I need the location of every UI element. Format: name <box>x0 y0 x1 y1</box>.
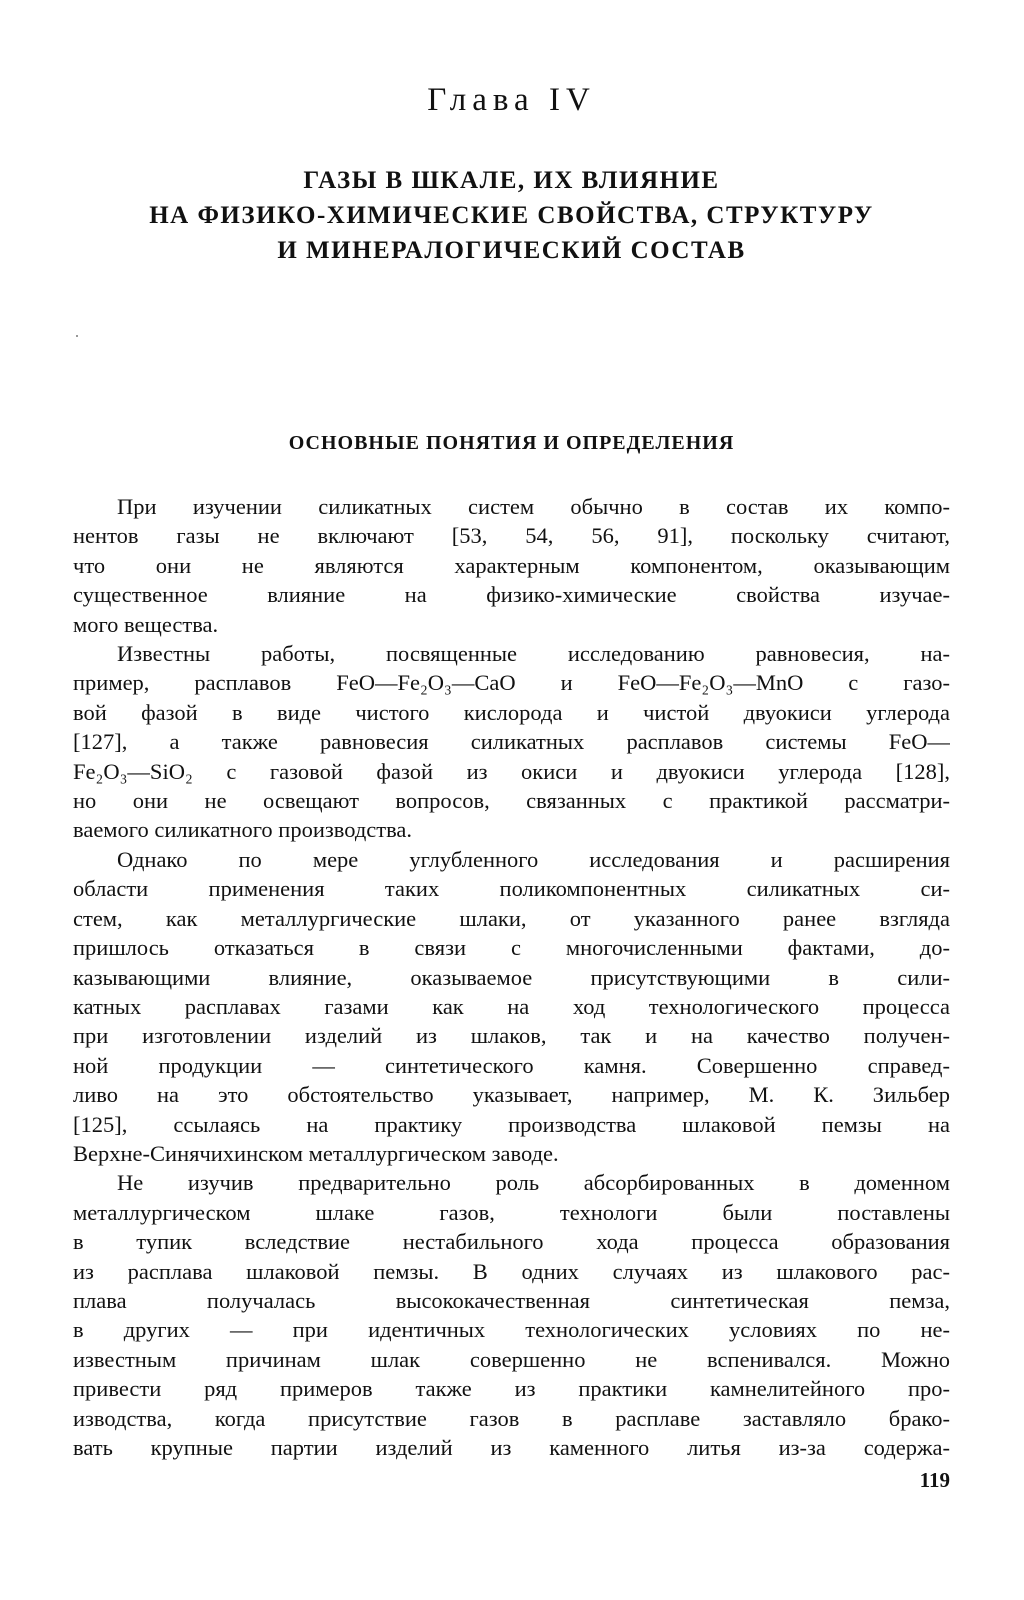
text-line: вать крупные партии изделий из каменного литья из-за содержа- <box>73 1435 950 1460</box>
paragraph <box>73 639 950 845</box>
text-line: нентов газы не включают [53, 54, 56, 91], поскольку считают, <box>73 523 950 549</box>
page-number: 119 <box>919 1468 950 1492</box>
text-line: но они не освещают вопросов, связанных с практикой рассматри- <box>73 788 950 814</box>
chapter-title-line: ГАЗЫ В ШКАЛЕ, ИХ ВЛИЯНИЕ <box>303 167 720 194</box>
text-line: в других — при идентичных технологических условиях по не- <box>73 1317 950 1343</box>
chapter-label: Глава IV <box>427 82 596 118</box>
text-line: ливо на это обстоятельство указывает, например, М. К. Зильбер <box>73 1082 950 1108</box>
text-line: ной продукции — синтетического камня. Совершенно справед- <box>73 1052 950 1078</box>
text-line: катных расплавах газами как на ход технологического процесса <box>73 993 950 1019</box>
text-line: привести ряд примеров также из практики камнелитейного про- <box>73 1376 950 1402</box>
text-line: Однако по мере углубленного исследования и расширения <box>117 846 950 872</box>
text-line: Fe₂O₃—SiO₂ с газовой фазой из окиси и двуокиси углерода [128], <box>73 758 950 784</box>
paragraph <box>73 845 950 1168</box>
text-line: в тупик вследствие нестабильного хода процесса образования <box>73 1229 950 1255</box>
book-page <box>73 0 950 1600</box>
text-line: мого вещества. <box>73 611 219 637</box>
section-title: ОСНОВНЫЕ ПОНЯТИЯ И ОПРЕДЕЛЕНИЯ <box>288 432 735 454</box>
text-line: [127], а также равновесия силикатных расплавов системы FeO— <box>73 729 950 755</box>
chapter-title <box>73 163 950 268</box>
text-line: пример, расплавов FeO—Fe₂O₃—CaO и FeO—Fe₂O₃—MnO с газо- <box>73 670 950 696</box>
paragraph <box>73 1168 950 1462</box>
text-line: казывающими влияние, оказываемое присутствующими в сили- <box>73 964 950 990</box>
text-line: изводства, когда присутствие газов в расплаве заставляло брако- <box>73 1405 950 1431</box>
text-line: существенное влияние на физико-химические свойства изучае- <box>73 582 950 608</box>
text-line: При изучении силикатных систем обычно в состав их компо- <box>117 494 950 519</box>
print-speck <box>76 335 78 337</box>
text-line: при изготовлении изделий из шлаков, так и на качество получен- <box>73 1023 950 1049</box>
chapter-title-line: НА ФИЗИКО-ХИМИЧЕСКИЕ СВОЙСТВА, СТРУКТУРУ <box>149 202 874 229</box>
text-line: плава получалась высококачественная синтетическая пемза, <box>73 1287 950 1313</box>
text-line: Известны работы, посвященные исследованию равновесия, на- <box>117 641 950 667</box>
paragraph <box>73 492 950 639</box>
text-line: пришлось отказаться в связи с многочисленными фактами, до- <box>73 935 950 961</box>
text-line: области применения таких поликомпонентных силикатных си- <box>73 876 950 902</box>
text-line: известным причинам шлак совершенно не вспенивался. Можно <box>73 1346 950 1372</box>
text-line: из расплава шлаковой пемзы. В одних случаях из шлакового рас- <box>73 1258 950 1284</box>
text-line: что они не являются характерным компонентом, оказывающим <box>73 552 950 578</box>
text-line: металлургическом шлаке газов, технологи были поставлены <box>73 1199 950 1225</box>
text-line: стем, как металлургические шлаки, от указанного ранее взгляда <box>73 905 950 931</box>
text-line: [125], ссылаясь на практику производства шлаковой пемзы на <box>73 1111 950 1137</box>
text-line: ваемого силикатного производства. <box>73 817 413 843</box>
chapter-title-line: И МИНЕРАЛОГИЧЕСКИЙ СОСТАВ <box>277 237 746 264</box>
text-line: вой фазой в виде чистого кислорода и чистой двуокиси углерода <box>73 699 950 725</box>
body-text <box>73 492 950 1462</box>
text-line: Верхне-Синячихинском металлургическом заводе. <box>73 1140 559 1166</box>
text-line: Не изучив предварительно роль абсорбированных в доменном <box>117 1170 950 1196</box>
